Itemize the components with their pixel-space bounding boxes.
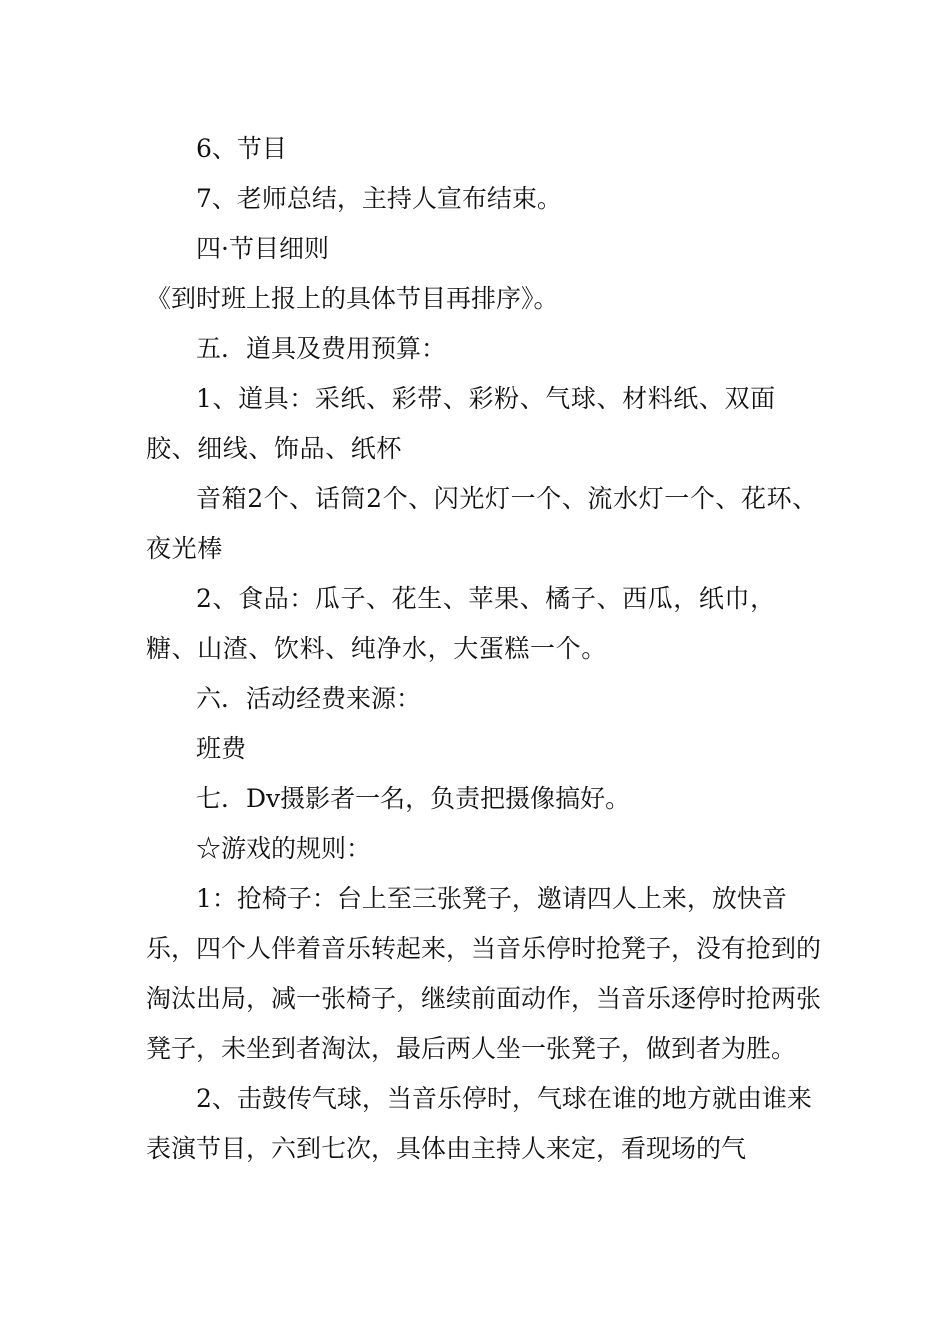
program-note: 《到时班上报上的具体节目再排序》。 xyxy=(146,284,559,313)
game-rule-1: 1：抢椅子：台上至三张凳子，邀请四人上来，放快音乐，四个人伴着音乐转起来，当音乐停时抢凳子，没有抢到的淘汰出局，减一张椅子，继续前面动作，当音乐逐停时抢两张凳子，未坐到者淘汰，最后两人坐一张凳子，做到者为胜。 xyxy=(146,884,822,1063)
food-list: 2、食品：瓜子、花生、苹果、橘子、西瓜，纸巾，糖、山渣、饮料、纯净水，大蛋糕一个。 xyxy=(146,584,776,663)
game-rule-2: 2、击鼓传气球，当音乐停时，气球在谁的地方就由谁来表演节目，六到七次，具体由主持人来定，看现场的气 xyxy=(146,1084,812,1163)
paragraph-item-6: 6、节目 xyxy=(196,134,287,163)
paragraph-item-7: 7、老师总结，主持人宣布结束。 xyxy=(196,184,562,213)
funding-source: 班费 xyxy=(196,734,247,763)
section-heading-7: 七．Dv摄影者一名，负责把摄像搞好。 xyxy=(196,784,631,813)
equipment-list: 音箱2个、话筒2个、闪光灯一个、流水灯一个、花环、夜光棒 xyxy=(146,484,818,563)
section-heading-5: 五．道具及费用预算： xyxy=(196,334,447,363)
document-body xyxy=(146,124,826,1174)
game-rules-heading: ☆游戏的规则： xyxy=(196,834,372,863)
props-list: 1、道具：采纸、彩带、彩粉、气球、材料纸、双面胶、细线、饰品、纸杯 xyxy=(146,384,776,463)
section-heading-6: 六．活动经费来源： xyxy=(196,684,422,713)
section-heading-4: 四·节目细则 xyxy=(196,234,329,263)
